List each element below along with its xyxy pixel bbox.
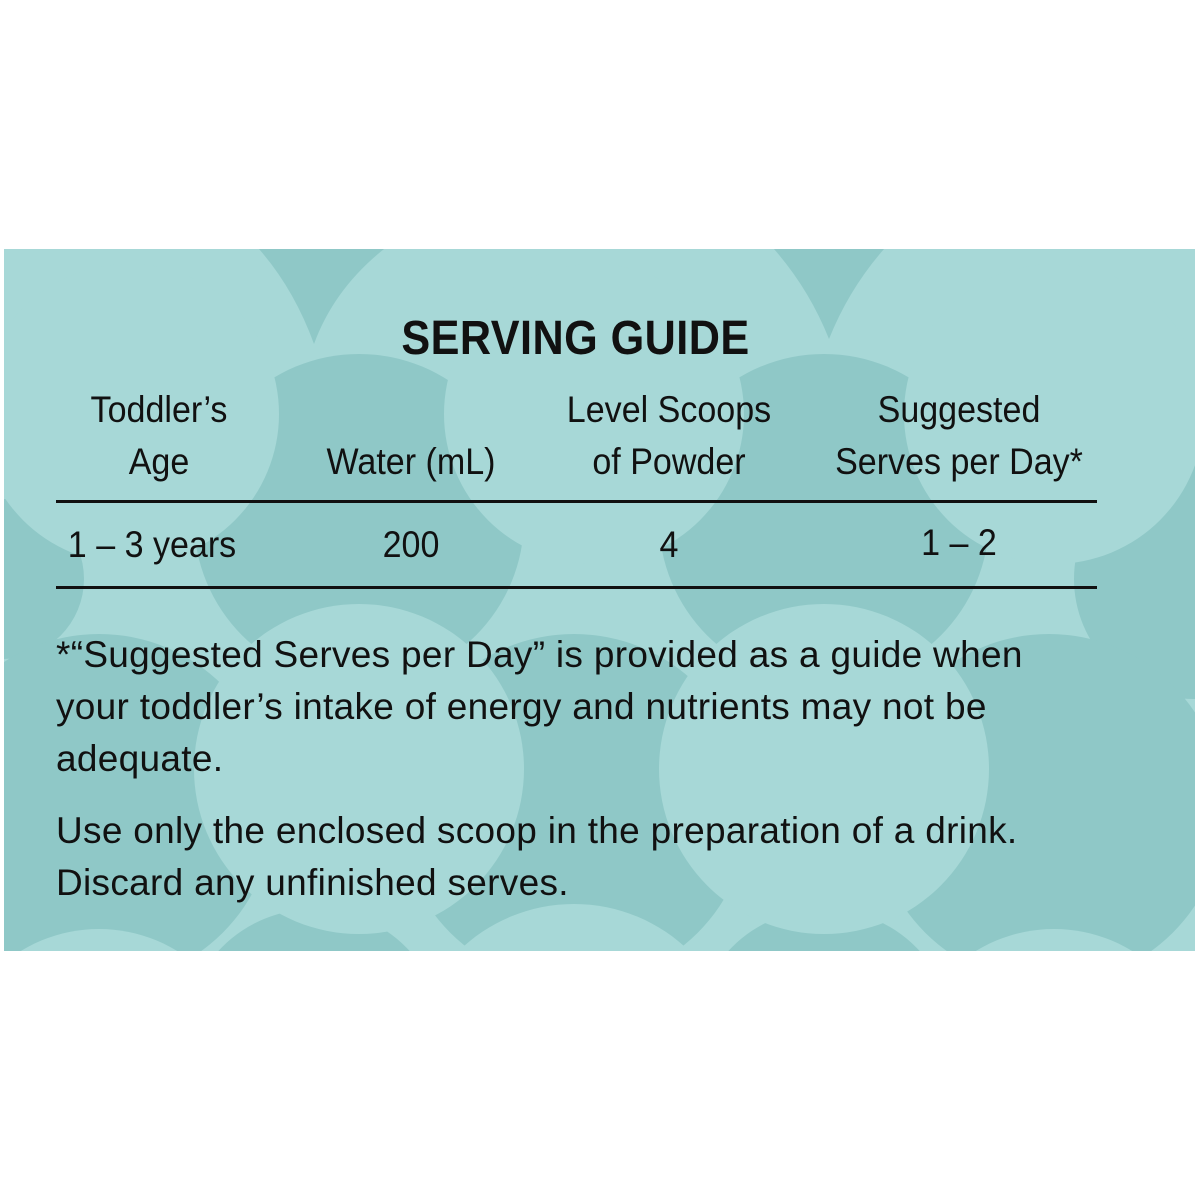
page-title: SERVING GUIDE <box>401 312 750 365</box>
table-bottom-divider <box>56 586 1097 589</box>
column-header-scoops <box>549 384 788 488</box>
footnote-line2: your toddler’s intake of energy and nutrients may not be <box>56 686 987 727</box>
cell-age: 1 – 3 years <box>67 524 237 565</box>
column-header-water-line1 <box>305 384 517 436</box>
column-header-age <box>67 384 251 488</box>
column-header-serves-line1: Suggested <box>877 389 1041 430</box>
cell-water: 200 <box>382 524 440 565</box>
cell-scoops: 4 <box>659 524 679 565</box>
column-header-serves <box>816 384 1101 488</box>
column-header-water <box>305 384 517 488</box>
serving-guide-panel <box>4 249 1195 951</box>
column-header-age-line1: Toddler’s <box>90 389 228 430</box>
footnote <box>56 629 1136 785</box>
table-header-divider <box>56 500 1097 503</box>
column-header-scoops-line1: Level Scoops <box>566 389 772 430</box>
instructions <box>56 805 1136 909</box>
instructions-line2: Discard any unfinished serves. <box>56 862 569 903</box>
column-header-water-line2: Water (mL) <box>326 441 496 482</box>
column-header-age-line2: Age <box>128 441 190 482</box>
instructions-line1: Use only the enclosed scoop in the preparation of a drink. <box>56 810 1018 851</box>
footnote-line1: *“Suggested Serves per Day” is provided as a guide when <box>56 634 1023 675</box>
column-header-serves-line2: Serves per Day* <box>835 441 1083 482</box>
footnote-line3: adequate. <box>56 738 224 779</box>
column-header-scoops-line2: of Powder <box>592 441 746 482</box>
serving-guide-content <box>4 249 1195 951</box>
cell-serves: 1 – 2 <box>921 522 997 563</box>
